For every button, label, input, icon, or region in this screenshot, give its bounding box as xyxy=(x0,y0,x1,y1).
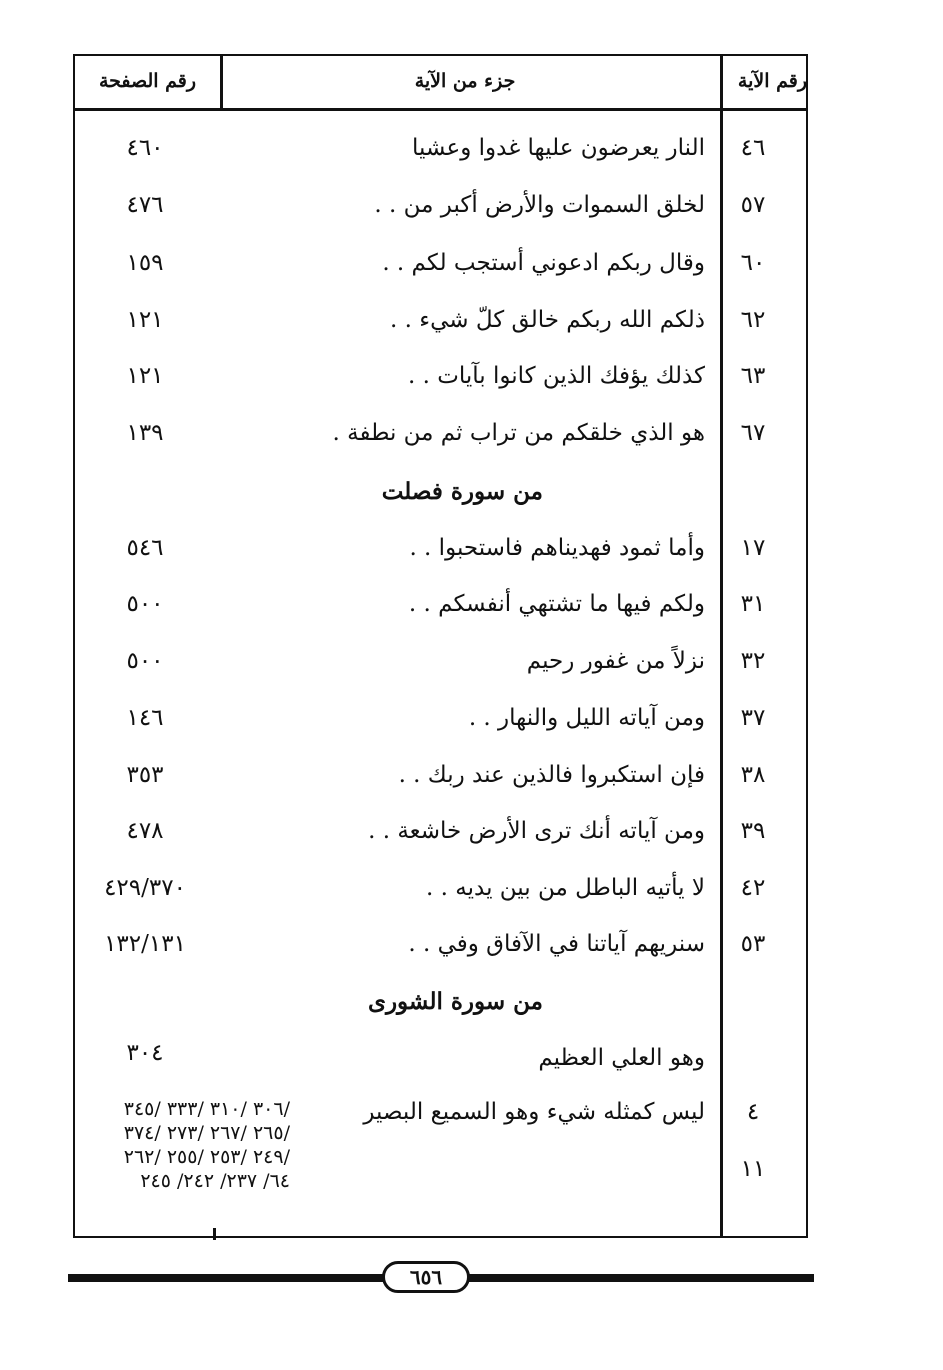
page-references-line: /٢٤٩ /٢٥٣ /٢٥٥ /٢٦٢ xyxy=(123,1146,290,1168)
ayah-number: ٥٣ xyxy=(740,931,766,957)
ayah-number: ٣٢ xyxy=(740,648,766,674)
page-reference: ١٤٦ xyxy=(126,705,164,731)
header-page-number: رقم الصفحة xyxy=(98,70,197,92)
ayah-number: ٤ xyxy=(746,1099,760,1125)
ayah-excerpt: وهو العلي العظيم xyxy=(538,1045,705,1071)
ayah-number: ٤٢ xyxy=(740,875,766,901)
ayah-number: ٣١ xyxy=(740,591,766,617)
page-references-line: /٣٠٦ /٣١٠ /٣٣٣ /٣٤٥ xyxy=(123,1098,290,1120)
header-ayah-number: رقم الآية xyxy=(737,70,807,92)
section-heading-fussilat: من سورة فصلت xyxy=(381,478,543,505)
column-divider-left xyxy=(220,54,223,110)
ayah-number: ٤٦ xyxy=(740,135,766,161)
ayah-number: ١١ xyxy=(740,1156,766,1182)
ayah-number: ٣٨ xyxy=(740,762,766,788)
ayah-excerpt: فإن استكبروا فالذين عند ربك . . xyxy=(398,762,705,788)
page-reference: ٤٧٨ xyxy=(126,818,164,844)
page-reference: ٤٦٠ xyxy=(126,135,164,161)
ayah-number: ٥٧ xyxy=(740,192,766,218)
ayah-excerpt: لا يأتيه الباطل من بين يديه . . xyxy=(426,875,705,901)
ayah-number: ٦٠ xyxy=(740,250,766,276)
ayah-excerpt: كذلك يؤفك الذين كانوا بآيات . . xyxy=(407,363,705,389)
ayah-excerpt: لخلق السموات والأرض أكبر من . . xyxy=(374,192,705,218)
page-reference: ١٣٩ xyxy=(126,420,164,446)
page-reference: ٥٠٠ xyxy=(126,591,164,617)
ayah-number: ٣٧ xyxy=(740,705,766,731)
ayah-excerpt: ولكم فيها ما تشتهي أنفسكم . . xyxy=(408,591,705,617)
page-reference: ٥٤٦ xyxy=(126,535,164,561)
page-references-line: ٦٤/ ٢٣٧/ ٢٤٢/ ٢٤٥ xyxy=(140,1170,290,1192)
ayah-number: ١٧ xyxy=(740,535,766,561)
ayah-number: ٦٧ xyxy=(740,420,766,446)
page-reference: ١٣٢/١٣١ xyxy=(104,931,186,957)
ayah-number: ٣٩ xyxy=(740,818,766,844)
ayah-excerpt: هو الذي خلقكم من تراب ثم من نطفة . xyxy=(332,420,705,446)
footer-rule-left xyxy=(68,1274,384,1282)
page-reference: ٤٧٦ xyxy=(126,192,164,218)
footer-rule-right xyxy=(468,1274,814,1282)
page-reference: ٤٢٩/٣٧٠ xyxy=(104,875,186,901)
header-ayah-text: جزء من الآية xyxy=(414,70,516,92)
page-reference: ٣٠٤ xyxy=(126,1040,164,1066)
page-reference: ٥٠٠ xyxy=(126,648,164,674)
column-divider-left-bottom xyxy=(213,1228,216,1240)
column-divider-right xyxy=(720,54,723,1238)
ayah-excerpt: النار يعرضون عليها غدوا وعشيا xyxy=(412,135,705,161)
ayah-excerpt: وأما ثمود فهديناهم فاستحبوا . . xyxy=(409,535,705,561)
ayah-number: ٦٢ xyxy=(740,307,766,333)
ayah-number: ٦٣ xyxy=(740,363,766,389)
page-reference: ١٢١ xyxy=(126,363,164,389)
page-references-list xyxy=(75,1097,290,1193)
page-reference: ٣٥٣ xyxy=(126,762,164,788)
page-reference: ١٥٩ xyxy=(126,250,164,276)
ayah-excerpt: ذلكم الله ربكم خالق كلّ شيء . . xyxy=(390,307,705,333)
ayah-excerpt: ليس كمثله شيء وهو السميع البصير xyxy=(363,1099,705,1125)
ayah-excerpt: ومن آياته الليل والنهار . . xyxy=(468,705,705,731)
ayah-excerpt: نزلاً من غفور رحيم xyxy=(526,648,705,674)
ayah-excerpt: سنريهم آياتنا في الآفاق وفي . . xyxy=(408,931,705,957)
header-separator xyxy=(73,108,808,111)
page-reference: ١٢١ xyxy=(126,307,164,333)
ayah-excerpt: وقال ربكم ادعوني أستجب لكم . . xyxy=(382,250,705,276)
page-number: ٦٥٦ xyxy=(382,1261,470,1293)
page-references-line: /٢٦٥ /٢٦٧ /٢٧٣ /٣٧٤ xyxy=(123,1122,290,1144)
section-heading-shura: من سورة الشورى xyxy=(367,988,543,1015)
ayah-excerpt: ومن آياته أنك ترى الأرض خاشعة . . xyxy=(368,818,705,844)
